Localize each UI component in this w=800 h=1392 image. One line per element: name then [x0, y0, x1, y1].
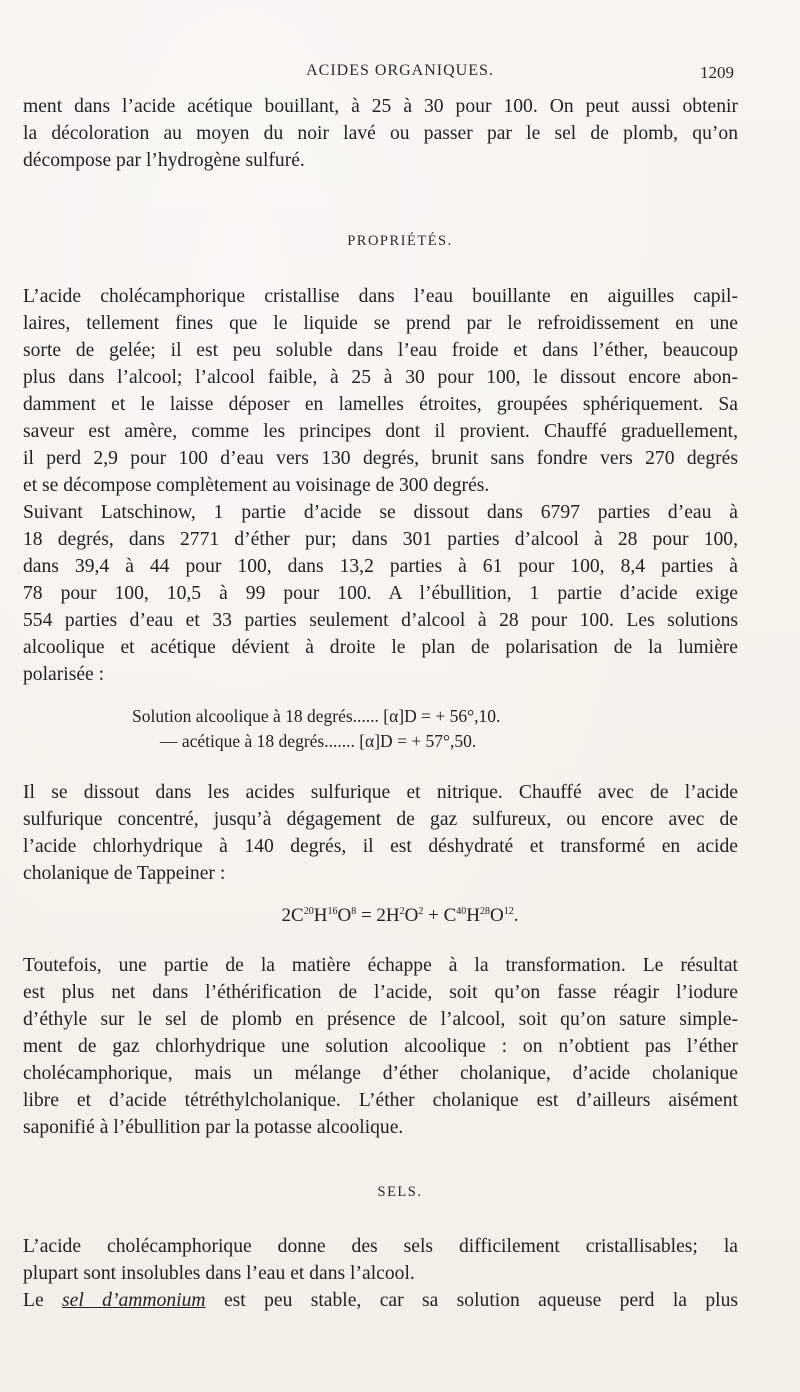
proprietes-p3-line-4: cholanique de Tappeiner :	[23, 863, 226, 884]
proprietes-p4-line-3: d’éthyle sur le sel de plomb en présence de l’alcool, soit qu’on sature simple-	[23, 1009, 738, 1030]
proprietes-p2-line-6: alcoolique et acétique dévient à droite le plan de polarisation de la lumière	[23, 637, 738, 658]
proprietes-p4-line-4: ment de gaz chlorhydrique une solution alcoolique : on n’obtient pas l’éther	[23, 1036, 738, 1057]
proprietes-p3-line-2: sulfurique concentré, jusqu’à dégagement de gaz sulfureux, ou encore avec de	[23, 809, 738, 830]
proprietes-p3-line-3: l’acide chlorhydrique à 140 degrés, il est déshydraté et transformé en acide	[23, 836, 738, 857]
proprietes-p2-line-2: 18 degrés, dans 2771 d’éther pur; dans 301 parties d’alcool à 28 pour 100,	[23, 529, 738, 550]
proprietes-p4-line-7: saponifié à l’ébullition par la potasse alcoolique.	[23, 1117, 404, 1138]
proprietes-p2-line-7: polarisée :	[23, 664, 105, 685]
section-title-proprietes: PROPRIÉTÉS.	[347, 233, 453, 249]
proprietes-p4-line-2: est plus net dans l’éthérification de l’acide, soit qu’on fasse réagir l’iodure	[23, 982, 738, 1003]
sels-p1-line-2: plupart sont insolubles dans l’eau et dans l’alcool.	[23, 1263, 415, 1284]
intro-line-2: la décoloration au moyen du noir lavé ou passer par le sel de plomb, qu’on	[23, 123, 738, 144]
proprietes-p2-line-5: 554 parties d’eau et 33 parties seulement d’alcool à 28 pour 100. Les solutions	[23, 610, 738, 631]
proprietes-p4-line-5: cholécamphorique, mais un mélange d’éther cholanique, d’acide cholanique	[23, 1063, 738, 1084]
proprietes-p4-line-1: Toutefois, une partie de la matière échappe à la transformation. Le résultat	[23, 955, 738, 976]
sels-p2-line-1: Le sel d’ammonium est peu stable, car sa solution aqueuse perd la plus	[23, 1290, 738, 1311]
chemical-equation: $2C^{20}H^{16}O^8 = 2H^2O^2 + C^{40}H^{28}O^{12}$.	[281, 905, 519, 926]
intro-line-3: décompose par l’hydrogène sulfuré.	[23, 150, 305, 171]
proprietes-p1-line-5: damment et le laisse déposer en lamelles étroites, groupées sphériquement. Sa	[23, 394, 738, 415]
proprietes-p4-line-6: libre et d’acide tétréthylcholanique. L’éther cholanique est d’ailleurs aisément	[23, 1090, 738, 1111]
proprietes-p1-line-8: et se décompose complètement au voisinage de 300 degrés.	[23, 475, 490, 496]
proprietes-p2-line-3: dans 39,4 à 44 pour 100, dans 13,2 parties à 61 pour 100, 8,4 parties à	[23, 556, 738, 577]
proprietes-p2-line-4: 78 pour 100, 10,5 à 99 pour 100. A l’ébullition, 1 partie d’acide exige	[23, 583, 738, 604]
proprietes-p2-line-1: Suivant Latschinow, 1 partie d’acide se dissout dans 6797 parties d’eau à	[23, 502, 738, 523]
sels-p1-line-1: L’acide cholécamphorique donne des sels difficilement cristallisables; la	[23, 1236, 738, 1257]
page-number: 1209	[700, 63, 734, 82]
section-title-sels: SELS.	[377, 1184, 423, 1200]
proprietes-p1-line-6: saveur est amère, comme les principes dont il provient. Chauffé graduellement,	[23, 421, 738, 442]
sel-ammonium-term: sel d’ammonium	[62, 1290, 206, 1311]
proprietes-p1-line-3: sorte de gelée; il est peu soluble dans l’eau froide et dans l’éther, beaucoup	[23, 340, 738, 361]
running-header-title: ACIDES ORGANIQUES.	[306, 62, 494, 79]
proprietes-p3-line-1: Il se dissout dans les acides sulfurique et nitrique. Chauffé avec de l’acide	[23, 782, 738, 803]
proprietes-p1-line-4: plus dans l’alcool; l’alcool faible, à 25 à 30 pour 100, le dissout encore abon-	[23, 367, 738, 388]
rotation-line-acetic: — acétique à 18 degrés....... [α]D = + 57°,50.	[160, 731, 477, 751]
proprietes-p1-line-2: laires, tellement fines que le liquide se prend par le refroidissement en une	[23, 313, 738, 334]
intro-line-1: ment dans l’acide acétique bouillant, à 25 à 30 pour 100. On peut aussi obtenir	[23, 96, 738, 117]
proprietes-p1-line-7: il perd 2,9 pour 100 d’eau vers 130 degrés, brunit sans fondre vers 270 degrés	[23, 448, 738, 469]
proprietes-p1-line-1: L’acide cholécamphorique cristallise dans l’eau bouillante en aiguilles capil-	[23, 286, 738, 307]
rotation-line-alcoholic: Solution alcoolique à 18 degrés...... [α]D = + 56°,10.	[132, 706, 501, 726]
